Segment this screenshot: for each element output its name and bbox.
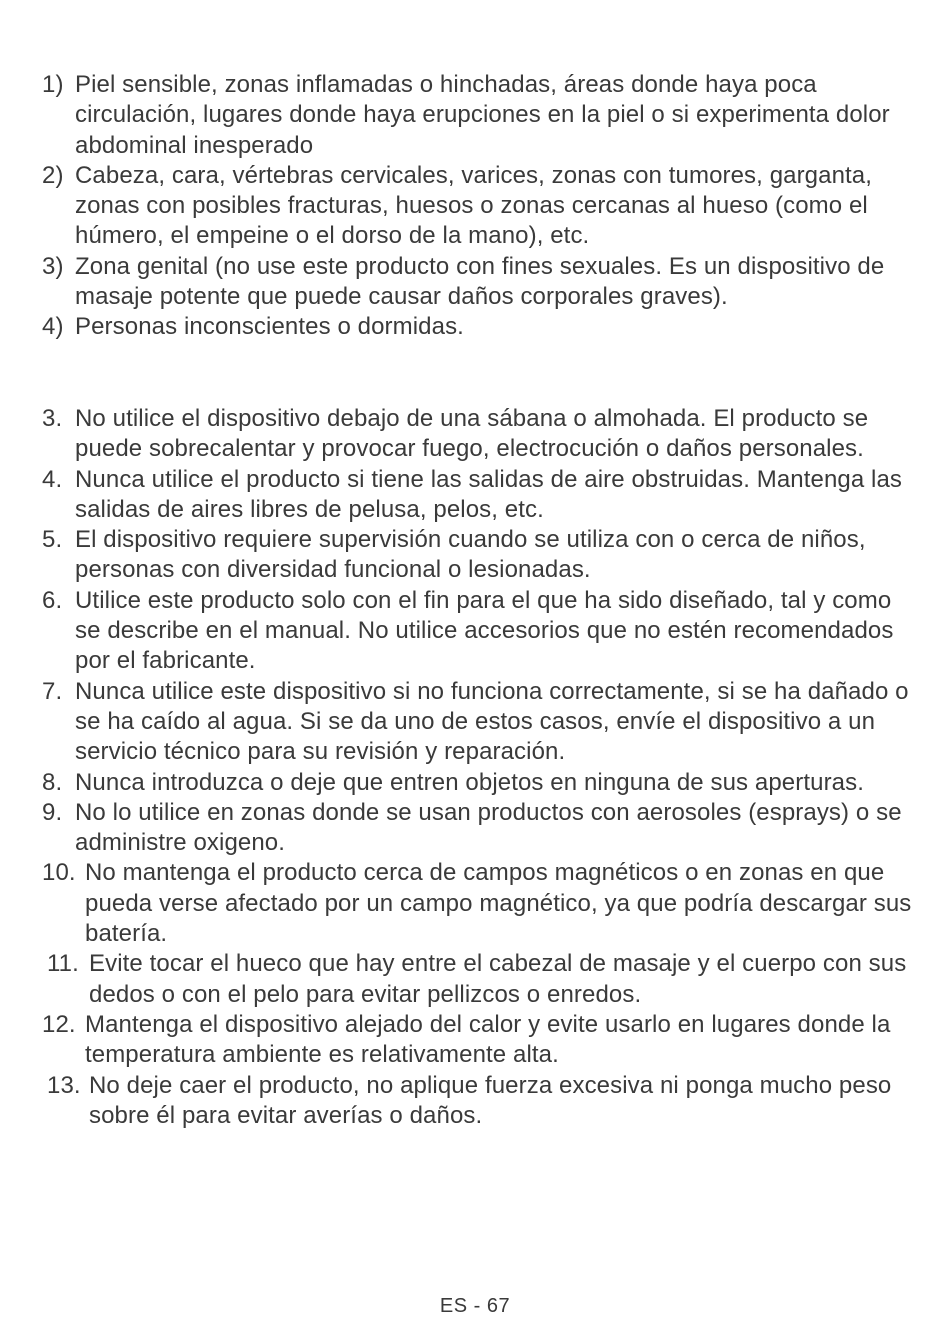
list-item: [42, 70, 922, 161]
item-number: 7.: [42, 677, 63, 705]
list-item: [42, 312, 922, 342]
item-number: 3): [42, 252, 64, 280]
contraindication-sublist: [42, 70, 922, 343]
item-number: 12.: [42, 1010, 76, 1038]
item-number: 4): [42, 313, 64, 341]
item-text: Personas inconscientes o dormidas.: [75, 313, 464, 341]
list-item: [42, 858, 922, 949]
item-text: Piel sensible, zonas inflamadas o hinchadas, áreas donde haya poca circulación, lugares donde haya erupciones en la piel o si experimenta dolor abdominal inesperado: [75, 71, 890, 159]
item-number: 10.: [42, 859, 76, 887]
item-number: 5.: [42, 526, 63, 554]
item-number: 11.: [47, 950, 79, 978]
item-text: No deje caer el producto, no aplique fuerza excesiva ni ponga mucho peso sobre él para evitar averías o daños.: [89, 1071, 892, 1129]
item-text: Nunca introduzca o deje que entren objetos en ninguna de sus aperturas.: [75, 768, 864, 796]
item-text: Nunca utilice el producto si tiene las salidas de aire obstruidas. Mantenga las salidas de aires libres de pelusa, pelos, etc.: [75, 465, 903, 523]
list-item: [42, 1010, 922, 1071]
list-item: [42, 949, 922, 1010]
item-number: 8.: [42, 768, 63, 796]
item-number: 13.: [47, 1071, 81, 1099]
item-number: 3.: [42, 405, 63, 432]
item-number: 6.: [42, 586, 63, 614]
list-item: [42, 525, 922, 586]
list-item: [42, 798, 922, 859]
safety-instructions-list: [42, 404, 922, 1131]
item-number: 9.: [42, 798, 63, 826]
item-number: 2): [42, 161, 64, 189]
page-number: ES - 67: [439, 1295, 511, 1317]
item-number: 1): [42, 71, 64, 98]
item-text: Mantenga el dispositivo alejado del calor y evite usarlo en lugares donde la temperatura ambiente es relativamente alta.: [85, 1010, 891, 1069]
list-item: [42, 677, 922, 768]
list-item: [42, 768, 922, 798]
item-text: Evite tocar el hueco que hay entre el cabezal de masaje y el cuerpo con sus dedos o con el pelo para evitar pellizcos o enredos.: [89, 950, 907, 1008]
item-text: No mantenga el producto cerca de campos magnéticos o en zonas en que pueda verse afectado por un campo magnético, ya que podría descargar sus batería.: [85, 859, 912, 948]
item-text: Zona genital (no use este producto con fines sexuales. Es un dispositivo de masaje potente que puede causar daños corporales graves).: [75, 252, 885, 311]
list-item: [42, 161, 922, 252]
item-text: No utilice el dispositivo debajo de una sábana o almohada. El producto se puede sobrecalentar y provocar fuego, electrocución o daños personales.: [75, 405, 869, 463]
item-text: Cabeza, cara, vértebras cervicales, varices, zonas con tumores, garganta, zonas con posibles fracturas, huesos o zonas cercanas al hueso (como el húmero, el empeine o el dorso de la mano), etc.: [75, 161, 873, 250]
list-item: [42, 1071, 922, 1132]
item-number: 4.: [42, 465, 63, 493]
list-item: [42, 252, 922, 313]
item-text: El dispositivo requiere supervisión cuando se utiliza con o cerca de niños, personas con diversidad funcional o lesionadas.: [75, 526, 866, 584]
list-item: [42, 586, 922, 677]
list-item: [42, 465, 922, 526]
item-text: No lo utilice en zonas donde se usan productos con aerosoles (esprays) o se administre oxigeno.: [75, 798, 902, 857]
item-text: Utilice este producto solo con el fin para el que ha sido diseñado, tal y como se describe en el manual. No utilice accesorios que no estén recomendados por el fabricante.: [75, 586, 894, 675]
list-item: [42, 404, 922, 465]
item-text: Nunca utilice este dispositivo si no funciona correctamente, si se ha dañado o se ha caído al agua. Si se da uno de estos casos, envíe el dispositivo a un servicio técnico para su revisión y reparación.: [75, 677, 909, 766]
